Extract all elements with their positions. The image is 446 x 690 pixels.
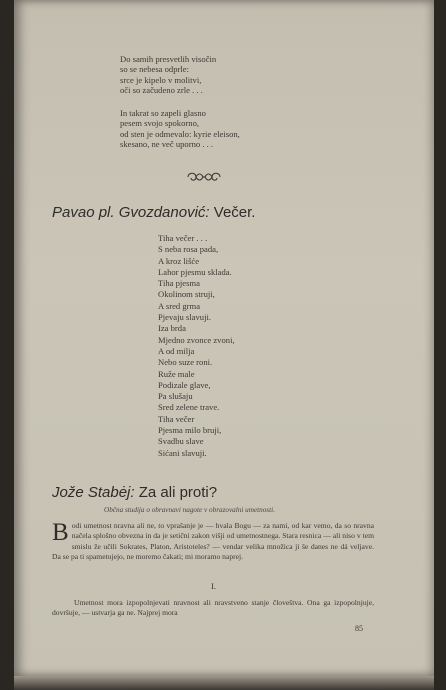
poem-line: Svadbu slave <box>158 436 204 447</box>
essay-author: Jože Stabėj: <box>52 484 135 501</box>
poem-line: Do samih presvetlih visočin <box>120 54 217 64</box>
poem-body <box>158 233 235 459</box>
poem-line: Okolinom struji, <box>158 289 215 300</box>
poem-line: Sićani slavuji. <box>158 447 207 458</box>
page-number: 85 <box>355 624 363 633</box>
poem-line: Mjedno zvonce zvoni, <box>158 334 235 345</box>
book-page <box>14 0 434 676</box>
poem-line: Pa slušaju <box>158 391 193 402</box>
poem-line: srce je kipelo v molitvi, <box>120 74 202 85</box>
poem-line: oči so začudeno zrle . . . <box>120 84 203 95</box>
essay-title: Za ali proti? <box>138 484 218 501</box>
poem-line: Pjevaju slavuji. <box>158 312 211 323</box>
essay-heading <box>52 484 217 501</box>
poem-author: Pavao pl. Gvozdanović: <box>52 204 210 221</box>
poem-line: pesem svojo spokorno, <box>120 118 200 129</box>
poem-line: Podizale glave, <box>158 379 211 390</box>
poem-stanza-2 <box>120 108 240 149</box>
poem-line: Tiha večer . . . <box>158 233 208 243</box>
poem-line: Iza brda <box>158 323 186 334</box>
poem-line: Tiha pjesma <box>158 278 200 289</box>
poem-line: Pjesma milo bruji, <box>158 425 222 436</box>
poem-line: Nebo suze roni. <box>158 357 213 368</box>
poem-line: S neba rosa pada, <box>158 244 219 255</box>
poem-stanza-1 <box>120 54 216 95</box>
paragraph-text: odi umetnost nravna ali ne, to vprašanje je — hvala Bogu — za nami, od kar vemo, da so nravna načela splošno obvezna in da je setični zakon višji od umetnostnega. Stara resnica — ali niso v tem smislu že učili Sokrates, Platon, Aristoteles? — vendar velika množica ji še danes ne dá veljave. Da se pa ti spametujejo, ne moremo čakati; mi moramo naprej. <box>52 521 374 562</box>
poem-line: In takrat so zapeli glasno <box>120 108 206 118</box>
poem-line: so se nebesa odprle: <box>120 64 189 75</box>
poem-line: A kroz lišće <box>158 255 200 266</box>
poem-line: skesano, ne več uporno . . . <box>120 138 214 149</box>
poem-heading <box>52 204 255 221</box>
essay-subtitle: Občna studija o obravnavi nagote v obrazovalni umetnosti. <box>104 506 275 514</box>
drop-cap: B <box>52 519 69 546</box>
poem-line: od sten je odmevalo: kyrie eleison, <box>120 128 240 139</box>
poem-line: Sred zelene trave. <box>158 402 220 413</box>
poem-title: Večer. <box>213 204 256 221</box>
scroll-ornament-icon <box>184 170 224 184</box>
poem-line: Tiha večer <box>158 413 195 424</box>
essay-paragraph-1 <box>52 521 374 563</box>
essay-paragraph-2: Umetnost mora izpopolnjevati nravnost ali nravstveno stanje človeštva. Ona ga izpopolnjuje, dovršuje, — ustvarja ga ne. Najprej mora <box>52 598 374 618</box>
poem-line: A od milja <box>158 345 195 356</box>
poem-line: Lahor pjesmu sklada. <box>158 266 232 277</box>
poem-line: Ruže male <box>158 368 195 379</box>
section-number: I. <box>211 581 217 591</box>
poem-line: A sred grma <box>158 300 201 311</box>
